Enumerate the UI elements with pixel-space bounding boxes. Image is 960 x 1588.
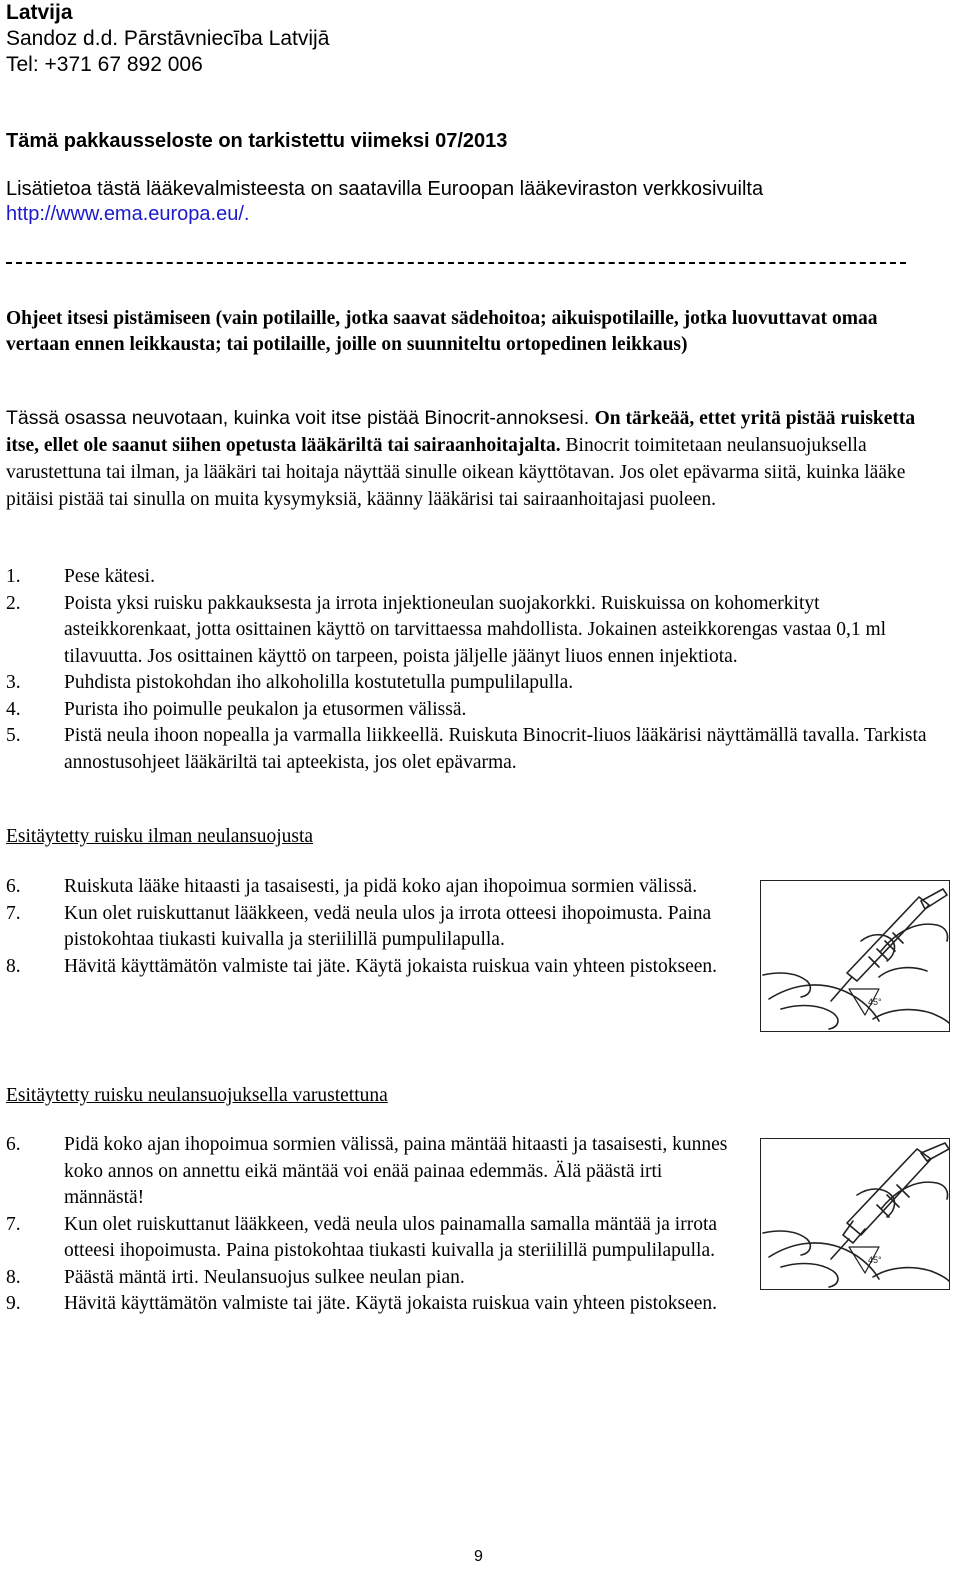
list-item: 8. Päästä mäntä irti. Neulansuojus sulkee neulan pian.	[6, 1266, 465, 1288]
list-item: 4. Purista iho poimulle peukalon ja etusormen välissä.	[6, 698, 467, 720]
intro-warning: On tärkeää, ettet yritä pistää ruisketta itse, ellet ole saanut siihen opetusta lääkäriltä tai sairaanhoitajalta.	[6, 408, 916, 456]
more-info-text: Lisätietoa tästä lääkevalmisteesta on saatavilla Euroopan lääkeviraston verkkosivuilta	[6, 178, 764, 200]
list-item: 1. Pese kätesi.	[6, 566, 155, 587]
page-number: 9	[474, 1548, 483, 1565]
section-a-title: Esitäytetty ruisku ilman neulansuojusta	[6, 826, 314, 847]
syringe-needle-guard-illustration	[761, 1139, 949, 1289]
syringe-illustration	[761, 881, 949, 1031]
representative-address	[6, 26, 329, 78]
revision-date: Tämä pakkausseloste on tarkistettu viimeksi 07/2013	[6, 130, 508, 152]
list-item: 6. Ruiskuta lääke hitaasti ja tasaisesti, ja pidä koko ajan ihopoimua sormien välissä.	[6, 876, 698, 897]
list-item: 2. Poista yksi ruisku pakkauksesta ja irrota injektioneulan suojakorkki. Ruiskuissa on kohomerkityt asteikkorenkaat, jotta osittainen käyttö on tarvittaessa mahdollista. Jokainen asteikkorengas vastaa 0,1 ml tilavuutta. Jos osittainen käyttö on tarpeen, poista jäljelle jäänyt liuos ennen injektiota.	[6, 592, 887, 667]
list-item: 3. Puhdista pistokohdan iho alkoholilla kostutetulla pumpulilapulla.	[6, 672, 574, 693]
intro-paragraph	[6, 405, 941, 513]
list-item: 7. Kun olet ruiskuttanut lääkkeen, vedä neula ulos ja irrota otteesi ihopoimusta. Paina pistokohtaa tiukasti kuivalla ja steriilillä pumpulilapulla.	[6, 902, 712, 950]
country-heading: Latvija	[6, 1, 73, 24]
injection-illustration-a	[760, 880, 950, 1032]
list-item: 7. Kun olet ruiskuttanut lääkkeen, vedä neula ulos painamalla samalla mäntää ja irrota otteesi ihopoimusta. Paina pistokohtaa tiukasti kuivalla ja steriilillä pumpulilapulla.	[6, 1213, 718, 1261]
intro-text-1: Tässä osassa neuvotaan, kuinka voit itse pistää Binocrit-annoksesi.	[6, 407, 595, 429]
intro-text-2: Binocrit toimitetaan neulansuojuksella varustettuna tai ilman, ja lääkäri tai hoitaja näyttää sinulle oikean käyttötavan. Jos olet epävarma siitä, kuinka lääke pitäisi pistää tai sinulla on muita kysymyksiä, käänny lääkärisi tai sairaanhoitajasi puoleen.	[6, 435, 906, 510]
instructions-title: Ohjeet itsesi pistämiseen (vain potilaille, jotka saavat sädehoitoa; aikuispotilaille, jotka luovuttavat omaa vertaan ennen leikkausta; tai potilaille, joille on suunniteltu ortopedinen leikkaus)	[6, 308, 878, 355]
phone-number: Tel: +371 67 892 006	[6, 53, 203, 76]
injection-illustration-b	[760, 1138, 950, 1290]
more-info	[6, 177, 763, 227]
list-item: 6. Pidä koko ajan ihopoimua sormien välissä, paina mäntää hitaasti ja tasaisesti, kunnes koko annos on annettu eikä mäntää voi enää painaa edemmäs. Älä päästä irti männästä!	[6, 1134, 728, 1208]
ema-link[interactable]: http://www.ema.europa.eu/.	[6, 203, 250, 225]
list-item: 8. Hävitä käyttämätön valmiste tai jäte. Käytä jokaista ruiskua vain yhteen pistokseen.	[6, 955, 718, 977]
section-a-steps	[6, 874, 746, 980]
angle-label: 45°	[868, 997, 882, 1007]
angle-label: 45°	[868, 1255, 882, 1265]
company-name: Sandoz d.d. Pārstāvniecība Latvijā	[6, 27, 330, 50]
section-b-title: Esitäytetty ruisku neulansuojuksella varustettuna	[6, 1085, 388, 1106]
list-item: 5. Pistä neula ihoon nopealla ja varmalla liikkeellä. Ruiskuta Binocrit-liuos lääkärisi näyttämällä tavalla. Tarkista annostusohjeet lääkäriltä tai apteekista, jos olet epävarma.	[6, 725, 927, 773]
dashed-divider	[6, 258, 906, 268]
list-item: 9. Hävitä käyttämätön valmiste tai jäte. Käytä jokaista ruiskua vain yhteen pistokseen.	[6, 1293, 718, 1314]
section-b-steps	[6, 1132, 746, 1318]
general-steps	[6, 564, 946, 776]
